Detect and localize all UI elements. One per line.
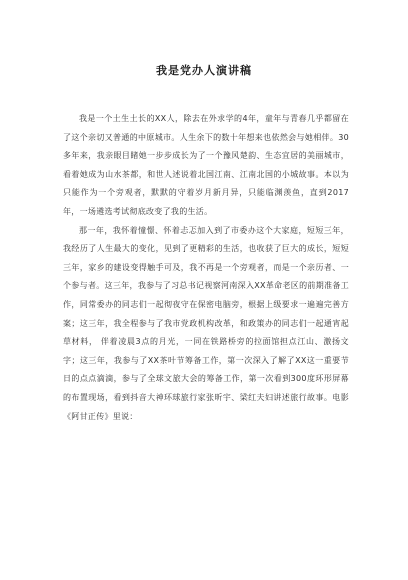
document-body (63, 110, 349, 426)
paragraph-2: 那一年，我怀着憧憬、怀着忐忑加入到了市委办这个大家庭，短短三年，我经历了人生最大的变化，见到了更精彩的生活，也收获了巨大的成长，短短三年，家乡的建设变得触手可及，我不再是一个旁观者，而是一个亲历者、一个参与者。这三年，我参与了习总书记视察河南深入XX革命老区的前期准备工作，同常委办的同志们一起彻夜守在保密电脑旁，根据上级要求一遍遍完善方案；这三年，我全程参与了我市党政机构改革，和政策办的同志们一起通宵起草材料， 伴着凌晨3点的月光，一同在铁路桥旁的拉面馆担点江山、激扬文字；这三年，我参与了XX茶叶节筹备工作，第一次深入了解了XX这一重要节日的点点滴滴，参与了全球文旅大会的筹备工作，第一次看到300度环形屏幕的布置现场，看到抖音大神环球旅行家张昕宇、梁红夫妇讲述旅行故事。电影《阿甘正传》里说： (63, 225, 349, 421)
paragraph-1: 我是一个土生土长的XX人，除去在外求学的4年，童年与青春几乎都留在了这个亲切又普通的中原城市。人生余下的数十年想来也依然会与她相伴。30多年来，我亲眼目睹她一步步成长为了一个豫风楚韵、生态宜居的美丽城市，看着她成为山水茶都，和世人述说着北国江南、江南北国的小城故事。本以为只能作为一个旁观者，默默的守着岁月新月异，只能临渊羡鱼，直到2017年，一场遴选考试彻底改变了我的生活。 (63, 114, 349, 216)
document-title: 我是党办人演讲稿 (156, 64, 252, 77)
